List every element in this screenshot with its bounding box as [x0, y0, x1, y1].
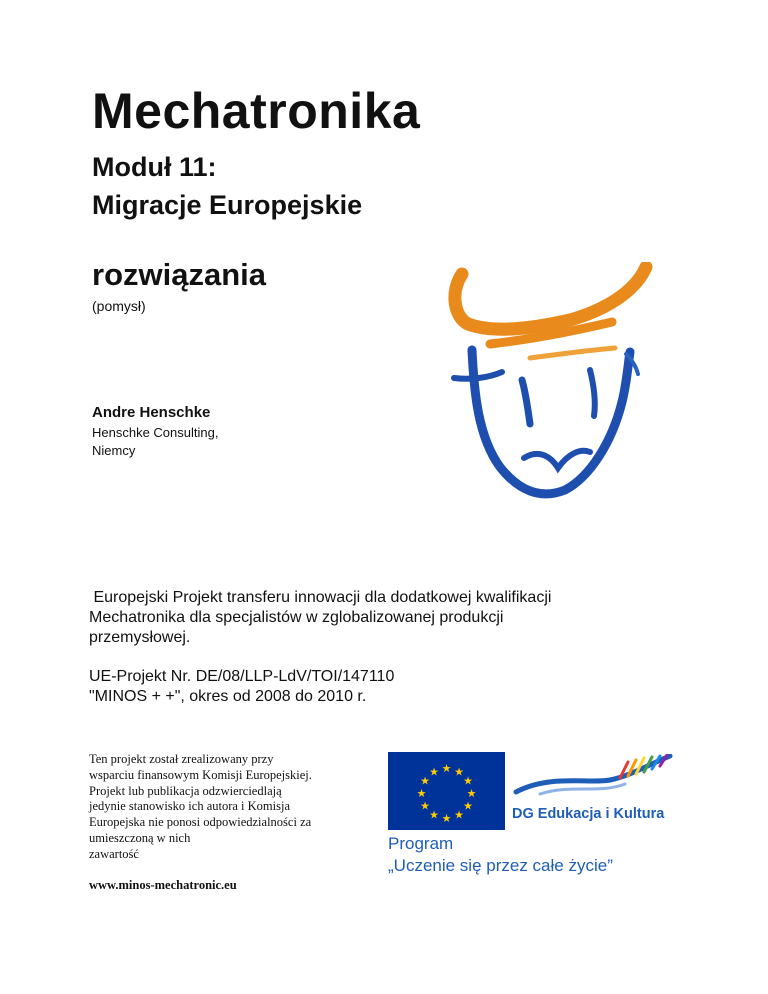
author-name: Andre Henschke: [92, 404, 211, 421]
svg-text:★: ★: [466, 787, 477, 800]
program-name: „Uczenie się przez całe życie”: [388, 856, 613, 875]
minos-brush-logo: [440, 262, 660, 512]
svg-text:★: ★: [441, 812, 452, 825]
idea-label: (pomysł): [92, 298, 146, 314]
lifelong-learning-swoosh-icon: [510, 754, 674, 804]
disclaimer-line: umieszczoną w nich: [89, 830, 191, 845]
svg-text:★: ★: [441, 762, 452, 775]
eu-program-logo: [388, 752, 674, 880]
project-number: [89, 667, 669, 707]
disclaimer-line: Projekt lub publikacja odzwierciedlają: [89, 783, 282, 798]
module-number: Moduł 11:: [92, 152, 217, 182]
author-company: [92, 424, 218, 459]
svg-text:★: ★: [463, 774, 473, 788]
eu-stars: [388, 752, 505, 830]
svg-text:★: ★: [420, 774, 430, 788]
svg-text:★: ★: [429, 765, 439, 779]
country-line: Niemcy: [92, 442, 136, 458]
svg-text:★: ★: [429, 808, 439, 822]
solutions-heading: rozwiązania: [92, 257, 266, 292]
svg-text:★: ★: [463, 799, 473, 813]
disclaimer-line: Ten projekt został zrealizowany przy: [89, 752, 274, 766]
program-label: Program: [388, 834, 454, 853]
project-period-line: "MINOS + +", okres od 2008 do 2010 r.: [89, 688, 367, 705]
svg-text:★: ★: [416, 787, 427, 800]
disclaimer-line: Europejska nie ponosi odpowiedzialności za: [89, 815, 312, 829]
project-number-line: UE-Projekt Nr. DE/08/LLP-LdV/TOI/147110: [89, 668, 395, 685]
project-description: [89, 588, 669, 648]
eu-flag-icon: [388, 752, 505, 830]
svg-text:★: ★: [454, 765, 464, 779]
company-line: Henschke Consulting,: [92, 425, 219, 440]
svg-text:★: ★: [420, 799, 430, 813]
module-name: Migracje Europejskie: [92, 190, 363, 220]
website-link[interactable]: www.minos-mechatronic.eu: [89, 878, 237, 892]
funding-disclaimer: [89, 752, 379, 862]
svg-text:★: ★: [454, 808, 464, 822]
document-title: Mechatronika: [92, 83, 421, 139]
dg-education-label: DG Edukacja i Kultura: [512, 806, 665, 822]
description-line: Mechatronika dla specjalistów w zglobalizowanej produkcji: [89, 609, 504, 626]
description-line: Europejski Projekt transferu innowacji dla dodatkowej kwalifikacji: [89, 589, 552, 606]
disclaimer-line: wsparciu finansowym Komisji Europejskiej.: [89, 767, 312, 782]
description-line: przemysłowej.: [89, 629, 191, 646]
disclaimer-line: zawartość: [89, 846, 139, 861]
disclaimer-line: jedynie stanowisko ich autora i Komisja: [89, 799, 291, 814]
